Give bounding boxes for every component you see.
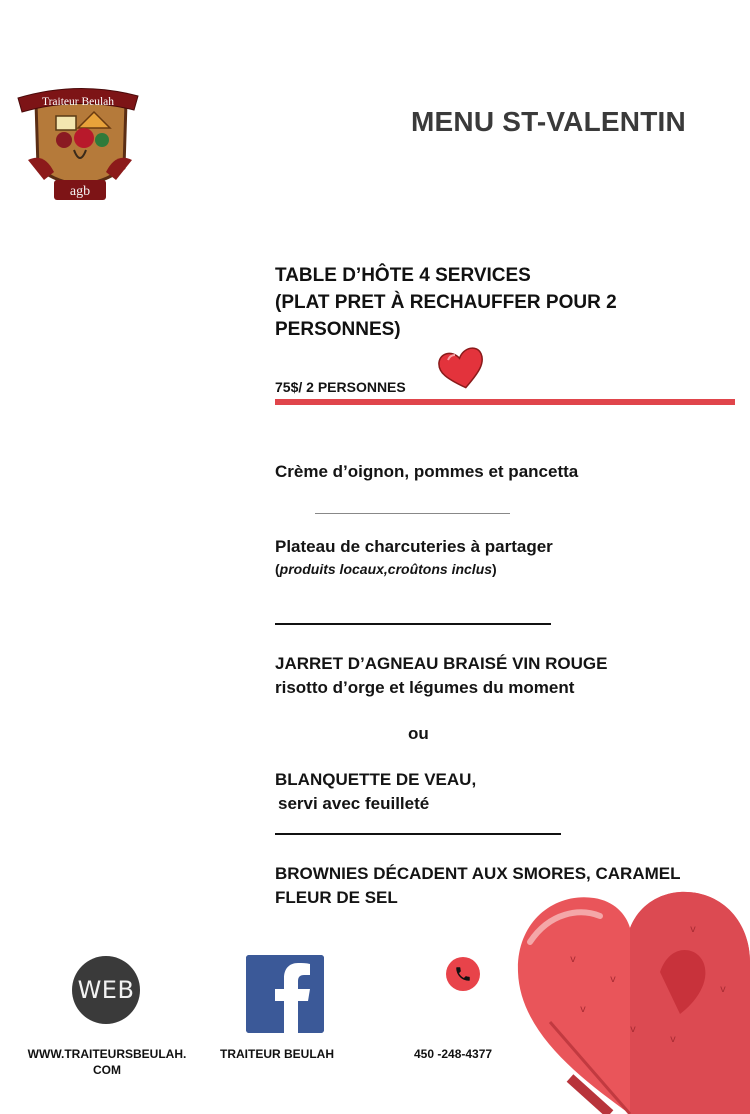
website-link[interactable]	[22, 1046, 192, 1078]
facebook-link[interactable]: TRAITEUR BEULAH	[220, 1047, 334, 1061]
svg-text:v: v	[670, 1034, 676, 1045]
svg-text:v: v	[630, 1024, 636, 1035]
heart-icon	[436, 346, 488, 392]
dessert-line1: BROWNIES DÉCADENT AUX SMORES, CARAMEL	[275, 864, 681, 883]
facebook-icon[interactable]	[246, 955, 324, 1033]
table-hote-heading	[275, 262, 695, 343]
course-main-lamb: JARRET D’AGNEAU BRAISÉ VIN ROUGE	[275, 654, 608, 673]
logo-bottom-text: agb	[69, 184, 91, 199]
platter-note	[275, 561, 497, 577]
dessert-line2: FLEUR DE SEL	[275, 888, 398, 907]
course-main-veal-desc: servi avec feuilleté	[278, 794, 430, 813]
svg-text:v: v	[720, 984, 726, 995]
divider	[315, 513, 510, 514]
heart-mittens-illustration	[510, 882, 750, 1114]
course-platter: Plateau de charcuteries à partager	[275, 537, 553, 556]
svg-text:v: v	[570, 954, 576, 965]
course-main-veal: BLANQUETTE DE VEAU,	[275, 770, 477, 789]
svg-text:v: v	[610, 974, 616, 985]
table-hote-line2: (PLAT PRET À RECHAUFFER POUR 2	[275, 292, 617, 313]
course-soup: Crème d’oignon, pommes et pancetta	[275, 462, 579, 481]
red-divider	[275, 399, 735, 405]
course-main-lamb-desc: risotto d’orge et légumes du moment	[275, 678, 575, 697]
phone-icon[interactable]	[446, 957, 480, 991]
table-hote-line1: TABLE D’HÔTE 4 SERVICES	[275, 265, 531, 286]
table-hote-line3: PERSONNES)	[275, 319, 401, 340]
svg-text:v: v	[580, 1004, 586, 1015]
platter-note-italic: produits locaux,croûtons inclus	[279, 561, 493, 577]
platter-note-close: )	[492, 561, 497, 577]
platter-note-open: (	[275, 561, 280, 577]
phone-number[interactable]: 450 -248-4377	[414, 1047, 493, 1061]
divider	[275, 833, 561, 835]
phone-handset-icon	[454, 965, 472, 983]
web-icon-label: WEB	[77, 976, 135, 1004]
page-title: MENU ST-VALENTIN	[411, 106, 686, 137]
web-icon[interactable]	[72, 956, 140, 1024]
or-separator: ou	[408, 724, 429, 743]
price-label: 75$/ 2 PERSONNES	[275, 379, 406, 395]
traiteur-beulah-logo	[14, 76, 144, 204]
logo-banner-text: Traiteur Beulah	[41, 96, 115, 108]
svg-text:v: v	[690, 924, 696, 935]
website-line1: WWW.TRAITEURSBEULAH.	[27, 1047, 187, 1061]
website-line2: COM	[93, 1063, 121, 1077]
divider	[275, 623, 551, 625]
